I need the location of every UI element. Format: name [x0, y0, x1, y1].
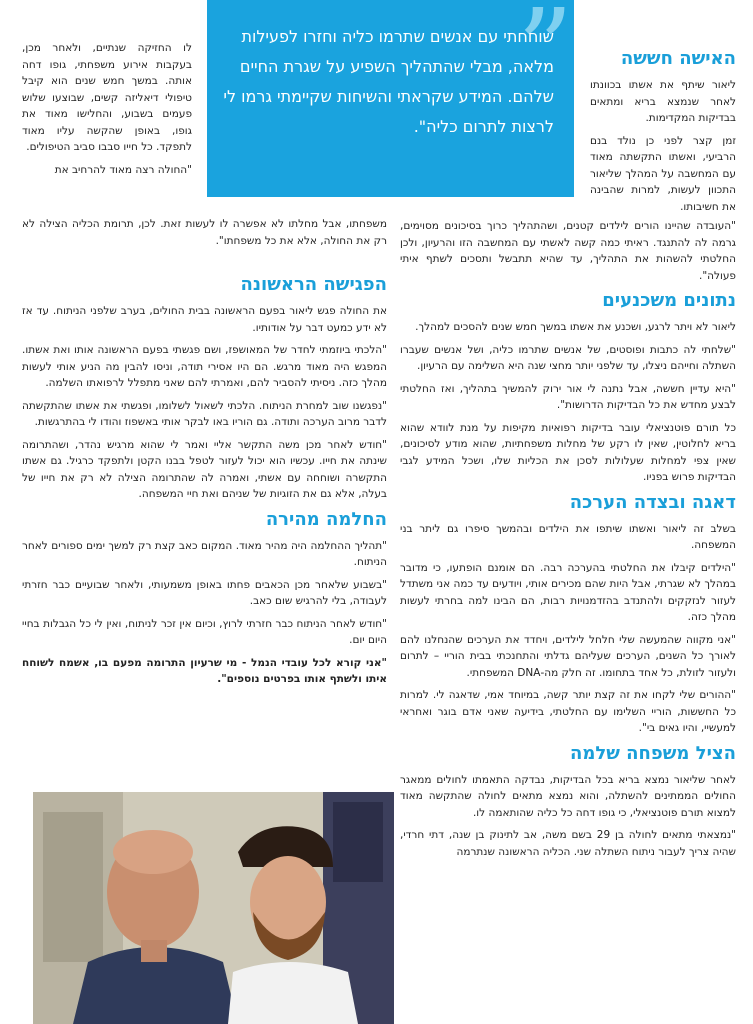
paragraph: "נמצאתי מתאים לחולה בן 29 בשם משה, אב לתינוק בן שנה, דתי חרדי, שהיה צריך לעבור ניתוח השתלה שני. הכליה הראשונה שנתרמה [400, 829, 737, 858]
paragraph: כל תורם פוטנציאלי עובר בדיקות רפואיות מקיפות על מנת לוודא שהוא בריא לחלוטין, שאין לו רקע של מחלות משפחתיות, שהוא מודע לסיכונים, שאין צפי למחלות שעלולות לסכן את הכליות שלו, ושכל המידע לגבי הבדיקות פרוש בפניו. [400, 421, 736, 483]
paragraph: "היא עדיין חששה, אבל נתנה לי אור ירוק להמשיך בתהליך, ואז החלטתי לבצע מחדש את כל הבדיקות הדרושות". [400, 382, 736, 411]
quote-mark-icon: ” [517, 0, 574, 113]
paragraph: ליאור שיתף את אשתו בכוונתו לאחר שנמצא בריא ומתאים בבדיקות המקדימות. [590, 79, 736, 124]
left-main-column [22, 268, 387, 694]
left-top-column [22, 40, 192, 178]
paragraph: ליאור לא ויתר לרגע, ושכנע את אשתו במשך חמש שנים להסכים למהלך. [415, 321, 736, 333]
paragraph: "הלכתי ביוזמתי לחדר של המאושפז, ושם פגשתי בפעם הראשונה אותו ואת אשתו. המפגש היה מאוד מרגש. הם היו אסירי תודה, וניסו להבין מה הניע אותי לעשות מהלך כזה. ניסיתי להסביר להם, ואמרתי להם שאני מתפלל לרפואתו השלמה. [22, 344, 387, 389]
paragraph: משפחתו, אבל מחלתו לא אפשרה לו לעשות זאת. לכן, תרומת הכליה הצילה לא רק את החולה, אלא את כל משפחתו". [22, 218, 387, 247]
closing-quote: "אני קורא לכל עובדי הנמל - מי שרעיון התרומה מפעם בו, אשמח לשוחח איתו ולשתף אותו בפרטים נוספים". [22, 656, 387, 685]
paragraph: "ההורים שלי לקחו את זה קצת יותר קשה, במיוחד אמי, שדאגה לי. למרות כל החששות, הוריי השלימו עם החלטתי, בידיעה שאני אדם בוגר ואחראי למעשיי, והיו גאים בי". [400, 689, 736, 734]
paragraph: "חודש לאחר הניתוח כבר חזרתי לרוץ, וכיום אין זכר לניתוח, ואין לי כל הגבלות בחיי היום יום. [22, 617, 387, 646]
section-heading: דאגה ובצדה הערכה [569, 491, 736, 513]
paragraph: בשלב זה ליאור ואשתו שיתפו את הילדים ובהמשך סיפרו גם ליתר בני המשפחה. [400, 522, 736, 551]
photo-illustration [33, 792, 394, 1024]
section-heading: האישה חששה [620, 48, 736, 69]
paragraph: זמן קצר לפני כן נולד בנם הרביעי, ואשתו התקשתה מאוד עם המחשבה על המהלך שליאור התכוון לעשות, למרות שהבינה את חשיבותו. [590, 134, 736, 213]
paragraph: "שלחתי לה כתבות ופוסטים, של אנשים שתרמו כליה, ושל אנשים שעברו השתלה וחייהם ניצלו, עד שלפני יותר מחצי שנה היא השלימה עם הרעיון. [400, 343, 736, 372]
section-heading: הפגישה הראשונה [240, 274, 387, 295]
paragraph: "בשבוע שלאחר מכן הכאבים פחתו באופן משמעותי, ולאחר שבועיים כבר חזרתי לעבודה, בלי להרגיש שום כאב. [22, 578, 387, 607]
paragraph: לו החזיקה שנתיים, ולאחר מכן, בעקבות אירוע משפחתי, גופו דחה אותה. במשך חמש שנים הוא קיבל טיפולי דיאליזה קשים, שבוצעו שלוש פעמים בשבוע, והחלישו מאוד את גופו, באופן שהקשה עליו מאוד לתפקד. כל חייו סבבו סביב הטיפולים. [22, 42, 192, 153]
pull-quote-text: שוחחתי עם אנשים שתרמו כליה וחזרו לפעילות מלאה, מבלי שהתהליך השפיע על שגרת החיים שלהם. המידע שקראתי והשיחות שקיימתי גרמו לי לרצות לתרום כליה". [223, 27, 554, 136]
right-top-column [590, 42, 736, 221]
right-main-column [400, 218, 736, 866]
photo-two-men [33, 792, 394, 1024]
section-heading: הציל משפחה שלמה [569, 742, 736, 764]
paragraph: "העובדה שהיינו הורים לילדים קטנים, ושהתהליך כרוך בסיכונים מסוימים, גרמה לה להתנגד. ראיתי כמה קשה לאשתי עם המחשבה הזו והרעיון, ולכן החלטתי להשהות את התהליך, עד שהיא תתבשל ותסכים לשתף איתי פעולה". [400, 220, 736, 282]
paragraph: "אני מקווה שהמעשה שלי חלחל לילדים, ויחדד את הערכים שהנחלנו להם לאורך כל השנים, הערכים שעליהם גדלתי והתחנכתי בבית הוריי – לתרום ולעזור לזולת, כל אחד בתחומו. זה חלק מה-DNA המשפחתי. [400, 633, 736, 679]
paragraph: "תהליך ההחלמה היה מהיר מאוד. המקום כאב קצת רק למשך ימים ספורים לאחר הניתוח. [22, 539, 387, 568]
section-heading: החלמה מהירה [265, 508, 387, 530]
section-heading: נתונים משכנעים [602, 290, 736, 311]
paragraph: "הילדים קיבלו את החלטתי בהערכה רבה. הם אומנם הופתעו, כי מדובר במהלך לא שגרתי, אבל היות שהם מכירים אותי, ויודעים עד כמה אני משתדל לעזור לנזקקים ולהתנדב בהזדמנויות רבות, הם הבינו למה בחרתי לעשות מהלך כזה. [400, 561, 736, 623]
pull-quote-box [207, 0, 574, 197]
paragraph: לאחר שליאור נמצא בריא בכל הבדיקות, נבדקה התאמתו לחולים ממאגר החולים הממתינים להשתלה, והוא נמצא מתאים לחולה שהתקשה מאוד למצוא תורם פוטנציאלי, כי גופו דחה כל כליה שהותאמה לו. [400, 773, 736, 819]
paragraph: "נפגשנו שוב למחרת הניתוח. הלכתי לשאול לשלומו, ופגשתי את אשתו שהתקשתה לדבר מרוב הערכה ותודה. גם הוריו באו לבקר אותי באשפוז והודו לי בהתרגשות. [22, 399, 387, 428]
paragraph: "חודש לאחר מכן משה התקשר אליי ואמר לי שהוא מרגיש נהדר, ושהתרומה שינתה את חייו. עכשיו הוא יכול לעזור לטפל בבנו הקטן ולתפקד כרגיל. גם אשתו התקשרה ושוחחה עם אשתי, ואמרה לה שהתרומה הצילה לא רק את חייו של בעלה, אלא גם את הזוגיות של שניהם ואת חיי המשפחה. [22, 438, 387, 500]
paragraph: את החולה פגש ליאור בפעם הראשונה בבית החולים, בערב שלפני הניתוח. עד אז לא ידע כמעט דבר על אודותיו. [22, 305, 387, 334]
paragraph: "החולה רצה מאוד להרחיב את [54, 163, 192, 176]
left-continuation [22, 216, 387, 255]
